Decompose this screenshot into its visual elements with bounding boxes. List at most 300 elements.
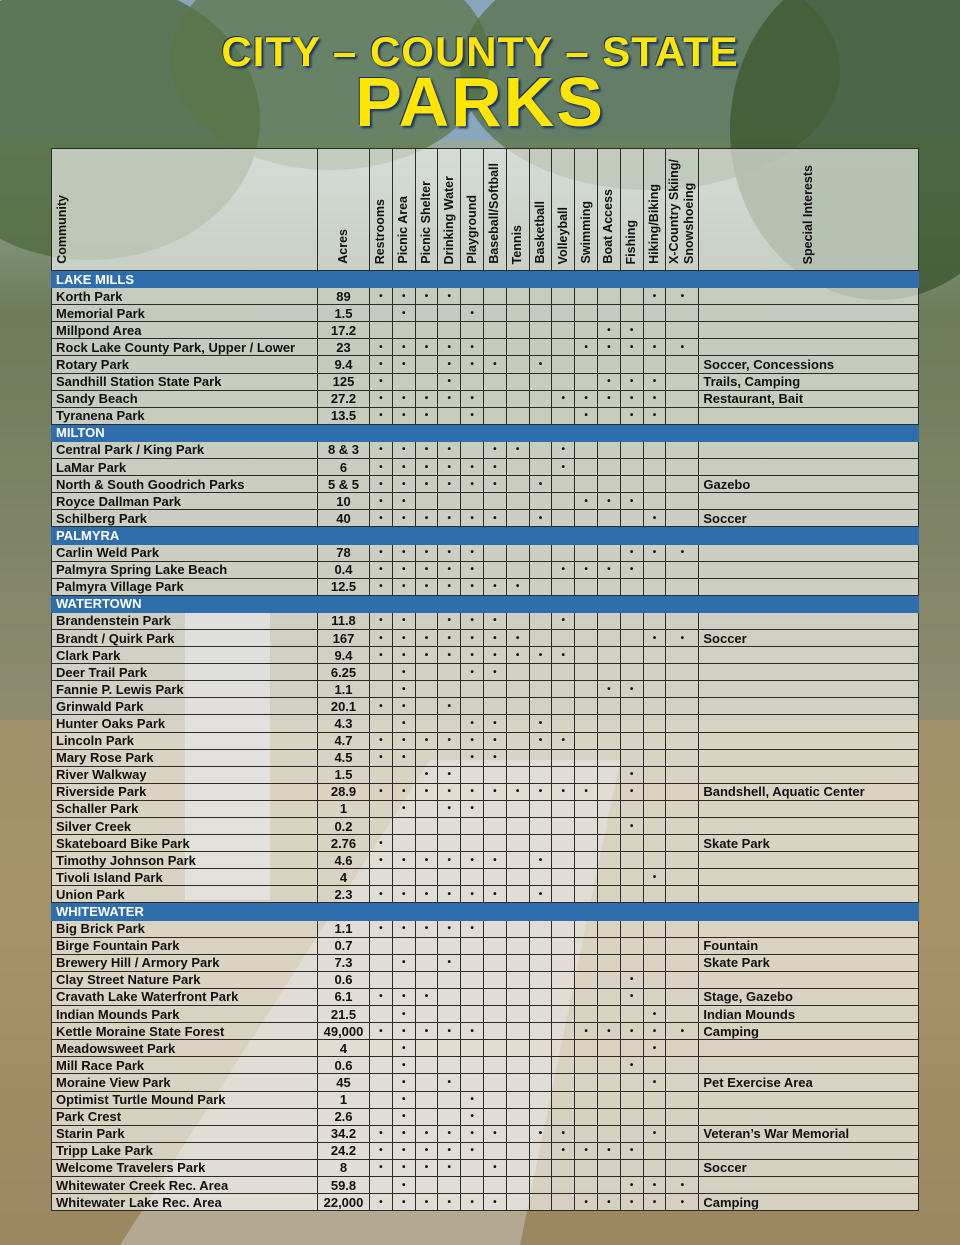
- feature-dot: •: [461, 1125, 484, 1142]
- feature-cell: [643, 971, 666, 988]
- feature-dot: •: [620, 339, 643, 356]
- table-row: [52, 1006, 919, 1023]
- feature-cell: [552, 1006, 575, 1023]
- feature-cell: [552, 869, 575, 886]
- feature-cell: [392, 971, 415, 988]
- park-name: Skateboard Bike Park: [52, 835, 318, 852]
- park-name: Meadowsweet Park: [52, 1040, 318, 1057]
- table-row: [52, 698, 919, 715]
- feature-cell: [575, 886, 598, 903]
- feature-cell: [483, 681, 506, 698]
- feature-dot: •: [392, 441, 415, 458]
- special-interests: [699, 288, 919, 305]
- feature-dot: •: [438, 800, 461, 817]
- column-header-feature: Tennis: [506, 149, 529, 271]
- park-name: Tivoli Island Park: [52, 869, 318, 886]
- feature-dot: •: [461, 749, 484, 766]
- feature-cell: [666, 322, 699, 339]
- special-interests: Skate Park: [699, 835, 919, 852]
- feature-cell: [643, 1159, 666, 1176]
- feature-cell: [552, 1108, 575, 1125]
- feature-dot: •: [506, 578, 529, 595]
- feature-dot: •: [597, 1194, 620, 1211]
- feature-dot: •: [666, 629, 699, 646]
- feature-dot: •: [370, 1159, 393, 1176]
- feature-cell: [666, 920, 699, 937]
- table-row: [52, 544, 919, 561]
- park-name: Schaller Park: [52, 800, 318, 817]
- feature-dot: •: [597, 339, 620, 356]
- feature-cell: [438, 988, 461, 1005]
- feature-cell: [392, 818, 415, 835]
- special-interests: [699, 339, 919, 356]
- feature-cell: [620, 459, 643, 476]
- feature-cell: [575, 373, 598, 390]
- feature-cell: [666, 1057, 699, 1074]
- feature-dot: •: [415, 886, 438, 903]
- feature-cell: [552, 493, 575, 510]
- feature-cell: [597, 1159, 620, 1176]
- feature-cell: [370, 1176, 393, 1193]
- feature-cell: [370, 869, 393, 886]
- column-header-feature: Baseball/Softball: [483, 149, 506, 271]
- park-name: Hunter Oaks Park: [52, 715, 318, 732]
- feature-cell: [575, 629, 598, 646]
- feature-cell: [643, 356, 666, 373]
- feature-cell: [461, 988, 484, 1005]
- feature-dot: •: [392, 1023, 415, 1040]
- feature-cell: [575, 441, 598, 458]
- feature-cell: [643, 954, 666, 971]
- feature-cell: [666, 459, 699, 476]
- feature-dot: •: [392, 715, 415, 732]
- park-acres: 6.1: [318, 988, 370, 1005]
- feature-cell: [552, 407, 575, 424]
- feature-dot: •: [415, 544, 438, 561]
- park-acres: 11.8: [318, 612, 370, 629]
- feature-cell: [666, 937, 699, 954]
- feature-cell: [506, 322, 529, 339]
- feature-cell: [529, 835, 552, 852]
- feature-cell: [597, 818, 620, 835]
- feature-cell: [552, 698, 575, 715]
- special-interests: [699, 681, 919, 698]
- feature-cell: [666, 612, 699, 629]
- feature-dot: •: [415, 852, 438, 869]
- park-name: Rotary Park: [52, 356, 318, 373]
- feature-dot: •: [643, 1074, 666, 1091]
- feature-dot: •: [392, 886, 415, 903]
- park-name: Timothy Johnson Park: [52, 852, 318, 869]
- feature-cell: [597, 664, 620, 681]
- feature-cell: [666, 698, 699, 715]
- feature-dot: •: [392, 339, 415, 356]
- feature-dot: •: [483, 715, 506, 732]
- feature-dot: •: [620, 766, 643, 783]
- feature-cell: [643, 800, 666, 817]
- feature-cell: [575, 476, 598, 493]
- feature-cell: [506, 1159, 529, 1176]
- feature-cell: [415, 305, 438, 322]
- feature-dot: •: [666, 1194, 699, 1211]
- park-name: Royce Dallman Park: [52, 493, 318, 510]
- feature-dot: •: [370, 1125, 393, 1142]
- park-name: Tyranena Park: [52, 407, 318, 424]
- feature-dot: •: [392, 920, 415, 937]
- feature-dot: •: [438, 459, 461, 476]
- feature-dot: •: [415, 1159, 438, 1176]
- park-acres: 1.5: [318, 305, 370, 322]
- special-interests: Camping: [699, 1023, 919, 1040]
- feature-cell: [620, 1074, 643, 1091]
- feature-dot: •: [370, 476, 393, 493]
- feature-dot: •: [415, 732, 438, 749]
- feature-cell: [483, 1040, 506, 1057]
- feature-dot: •: [529, 783, 552, 800]
- feature-cell: [620, 852, 643, 869]
- special-interests: [699, 322, 919, 339]
- feature-cell: [597, 783, 620, 800]
- feature-cell: [597, 988, 620, 1005]
- feature-cell: [620, 869, 643, 886]
- feature-cell: [643, 920, 666, 937]
- feature-dot: •: [461, 852, 484, 869]
- feature-cell: [597, 852, 620, 869]
- park-name: Deer Trail Park: [52, 664, 318, 681]
- feature-cell: [666, 390, 699, 407]
- feature-cell: [438, 937, 461, 954]
- feature-cell: [461, 322, 484, 339]
- feature-dot: •: [461, 544, 484, 561]
- feature-cell: [529, 322, 552, 339]
- feature-dot: •: [370, 1142, 393, 1159]
- feature-cell: [529, 339, 552, 356]
- park-name: Palmyra Spring Lake Beach: [52, 561, 318, 578]
- feature-cell: [483, 305, 506, 322]
- feature-cell: [506, 766, 529, 783]
- feature-dot: •: [552, 390, 575, 407]
- feature-dot: •: [529, 852, 552, 869]
- table-row: [52, 886, 919, 903]
- park-acres: 12.5: [318, 578, 370, 595]
- table-row: [52, 373, 919, 390]
- feature-dot: •: [392, 390, 415, 407]
- table-row: [52, 715, 919, 732]
- feature-dot: •: [529, 886, 552, 903]
- feature-cell: [575, 459, 598, 476]
- feature-cell: [552, 510, 575, 527]
- feature-dot: •: [392, 1176, 415, 1193]
- feature-cell: [597, 459, 620, 476]
- table-row: [52, 783, 919, 800]
- feature-dot: •: [620, 783, 643, 800]
- feature-dot: •: [392, 407, 415, 424]
- table-row: [52, 937, 919, 954]
- feature-dot: •: [415, 339, 438, 356]
- feature-cell: [506, 920, 529, 937]
- feature-cell: [575, 869, 598, 886]
- feature-cell: [483, 988, 506, 1005]
- special-interests: Bandshell, Aquatic Center: [699, 783, 919, 800]
- feature-dot: •: [415, 1194, 438, 1211]
- feature-cell: [620, 749, 643, 766]
- feature-dot: •: [597, 493, 620, 510]
- feature-cell: [506, 886, 529, 903]
- column-header-feature: Hiking/Biking: [643, 149, 666, 271]
- feature-cell: [438, 1057, 461, 1074]
- feature-dot: •: [370, 647, 393, 664]
- feature-dot: •: [370, 988, 393, 1005]
- feature-cell: [552, 1057, 575, 1074]
- feature-dot: •: [392, 1125, 415, 1142]
- feature-cell: [666, 732, 699, 749]
- feature-cell: [666, 1091, 699, 1108]
- special-interests: Fountain: [699, 937, 919, 954]
- park-acres: 40: [318, 510, 370, 527]
- special-interests: [699, 766, 919, 783]
- feature-cell: [620, 1006, 643, 1023]
- table-row: [52, 647, 919, 664]
- park-name: Korth Park: [52, 288, 318, 305]
- feature-cell: [392, 835, 415, 852]
- special-interests: Soccer: [699, 1159, 919, 1176]
- feature-dot: •: [483, 852, 506, 869]
- park-name: Fannie P. Lewis Park: [52, 681, 318, 698]
- special-interests: [699, 920, 919, 937]
- feature-cell: [483, 1057, 506, 1074]
- feature-cell: [529, 1091, 552, 1108]
- feature-cell: [506, 818, 529, 835]
- feature-cell: [506, 561, 529, 578]
- special-interests: [699, 544, 919, 561]
- feature-cell: [506, 869, 529, 886]
- feature-cell: [666, 783, 699, 800]
- park-acres: 23: [318, 339, 370, 356]
- feature-dot: •: [666, 1023, 699, 1040]
- feature-cell: [415, 356, 438, 373]
- feature-dot: •: [461, 1142, 484, 1159]
- feature-dot: •: [461, 1091, 484, 1108]
- feature-cell: [597, 698, 620, 715]
- feature-dot: •: [438, 390, 461, 407]
- feature-cell: [529, 937, 552, 954]
- feature-dot: •: [461, 920, 484, 937]
- feature-dot: •: [392, 698, 415, 715]
- feature-cell: [575, 920, 598, 937]
- feature-cell: [666, 664, 699, 681]
- park-name: Rock Lake County Park, Upper / Lower: [52, 339, 318, 356]
- feature-cell: [620, 732, 643, 749]
- feature-dot: •: [415, 510, 438, 527]
- table-row: [52, 356, 919, 373]
- feature-cell: [575, 1176, 598, 1193]
- park-name: Tripp Lake Park: [52, 1142, 318, 1159]
- feature-cell: [461, 869, 484, 886]
- feature-dot: •: [370, 1023, 393, 1040]
- group-header-row: [52, 595, 919, 612]
- feature-dot: •: [620, 818, 643, 835]
- feature-cell: [620, 715, 643, 732]
- park-acres: 0.2: [318, 818, 370, 835]
- feature-dot: •: [392, 493, 415, 510]
- feature-cell: [597, 407, 620, 424]
- feature-dot: •: [575, 390, 598, 407]
- column-header-feature: Swimming: [575, 149, 598, 271]
- feature-cell: [506, 1125, 529, 1142]
- park-name: Sandy Beach: [52, 390, 318, 407]
- feature-dot: •: [438, 1159, 461, 1176]
- feature-dot: •: [415, 766, 438, 783]
- feature-cell: [666, 749, 699, 766]
- feature-cell: [575, 1040, 598, 1057]
- feature-dot: •: [392, 356, 415, 373]
- park-name: Mill Race Park: [52, 1057, 318, 1074]
- feature-cell: [620, 698, 643, 715]
- feature-cell: [529, 1108, 552, 1125]
- feature-dot: •: [392, 459, 415, 476]
- feature-dot: •: [666, 1176, 699, 1193]
- feature-dot: •: [643, 1040, 666, 1057]
- table-row: [52, 305, 919, 322]
- feature-cell: [620, 886, 643, 903]
- feature-cell: [643, 886, 666, 903]
- feature-cell: [666, 766, 699, 783]
- feature-cell: [552, 954, 575, 971]
- park-acres: 1: [318, 1091, 370, 1108]
- feature-cell: [506, 1074, 529, 1091]
- feature-cell: [483, 561, 506, 578]
- special-interests: [699, 852, 919, 869]
- feature-dot: •: [506, 783, 529, 800]
- feature-cell: [483, 1091, 506, 1108]
- feature-cell: [575, 698, 598, 715]
- table-row: [52, 1176, 919, 1193]
- feature-cell: [529, 1006, 552, 1023]
- special-interests: Pet Exercise Area: [699, 1074, 919, 1091]
- table-row: [52, 441, 919, 458]
- feature-dot: •: [392, 305, 415, 322]
- feature-dot: •: [392, 647, 415, 664]
- feature-cell: [506, 971, 529, 988]
- feature-cell: [506, 1040, 529, 1057]
- feature-cell: [620, 441, 643, 458]
- feature-dot: •: [575, 1142, 598, 1159]
- feature-dot: •: [461, 476, 484, 493]
- special-interests: [699, 561, 919, 578]
- feature-dot: •: [415, 407, 438, 424]
- special-interests: [699, 578, 919, 595]
- feature-cell: [506, 1091, 529, 1108]
- feature-cell: [552, 749, 575, 766]
- park-name: Starin Park: [52, 1125, 318, 1142]
- feature-cell: [620, 1125, 643, 1142]
- feature-cell: [575, 1057, 598, 1074]
- special-interests: [699, 305, 919, 322]
- feature-cell: [529, 288, 552, 305]
- feature-cell: [529, 390, 552, 407]
- group-header-row: [52, 527, 919, 544]
- feature-dot: •: [461, 886, 484, 903]
- feature-cell: [552, 937, 575, 954]
- feature-cell: [529, 407, 552, 424]
- feature-cell: [597, 476, 620, 493]
- feature-dot: •: [597, 1023, 620, 1040]
- feature-cell: [552, 288, 575, 305]
- table-row: [52, 493, 919, 510]
- feature-cell: [575, 510, 598, 527]
- park-name: Optimist Turtle Mound Park: [52, 1091, 318, 1108]
- park-acres: 2.6: [318, 1108, 370, 1125]
- feature-cell: [461, 1159, 484, 1176]
- feature-dot: •: [620, 373, 643, 390]
- feature-dot: •: [370, 544, 393, 561]
- feature-cell: [597, 732, 620, 749]
- feature-cell: [575, 852, 598, 869]
- feature-dot: •: [392, 988, 415, 1005]
- feature-dot: •: [438, 732, 461, 749]
- feature-cell: [415, 1006, 438, 1023]
- feature-cell: [575, 288, 598, 305]
- feature-dot: •: [643, 339, 666, 356]
- feature-cell: [643, 698, 666, 715]
- feature-dot: •: [552, 612, 575, 629]
- feature-dot: •: [643, 629, 666, 646]
- feature-cell: [597, 954, 620, 971]
- feature-cell: [529, 441, 552, 458]
- feature-cell: [370, 937, 393, 954]
- feature-dot: •: [575, 783, 598, 800]
- feature-cell: [552, 886, 575, 903]
- feature-dot: •: [438, 1023, 461, 1040]
- table-row: [52, 459, 919, 476]
- park-acres: 21.5: [318, 1006, 370, 1023]
- feature-cell: [552, 578, 575, 595]
- feature-dot: •: [620, 988, 643, 1005]
- feature-cell: [529, 544, 552, 561]
- feature-cell: [506, 988, 529, 1005]
- feature-cell: [506, 749, 529, 766]
- feature-cell: [483, 407, 506, 424]
- feature-dot: •: [392, 732, 415, 749]
- park-name: Park Crest: [52, 1108, 318, 1125]
- feature-cell: [597, 920, 620, 937]
- feature-dot: •: [529, 732, 552, 749]
- special-interests: [699, 732, 919, 749]
- feature-cell: [643, 1108, 666, 1125]
- table-row: [52, 322, 919, 339]
- feature-dot: •: [643, 869, 666, 886]
- feature-cell: [666, 1108, 699, 1125]
- feature-cell: [370, 681, 393, 698]
- feature-dot: •: [643, 1125, 666, 1142]
- table-row: [52, 971, 919, 988]
- feature-dot: •: [438, 1142, 461, 1159]
- feature-cell: [666, 800, 699, 817]
- park-name: Union Park: [52, 886, 318, 903]
- column-header-feature: Playground: [461, 149, 484, 271]
- feature-cell: [552, 1091, 575, 1108]
- column-header-feature: Drinking Water: [438, 149, 461, 271]
- column-header-feature: X-Country Skiing/ Snowshoeing: [666, 149, 699, 271]
- feature-cell: [506, 800, 529, 817]
- feature-cell: [483, 1074, 506, 1091]
- park-acres: 0.6: [318, 971, 370, 988]
- feature-cell: [483, 544, 506, 561]
- feature-cell: [370, 1006, 393, 1023]
- feature-dot: •: [620, 971, 643, 988]
- feature-dot: •: [415, 476, 438, 493]
- feature-cell: [506, 852, 529, 869]
